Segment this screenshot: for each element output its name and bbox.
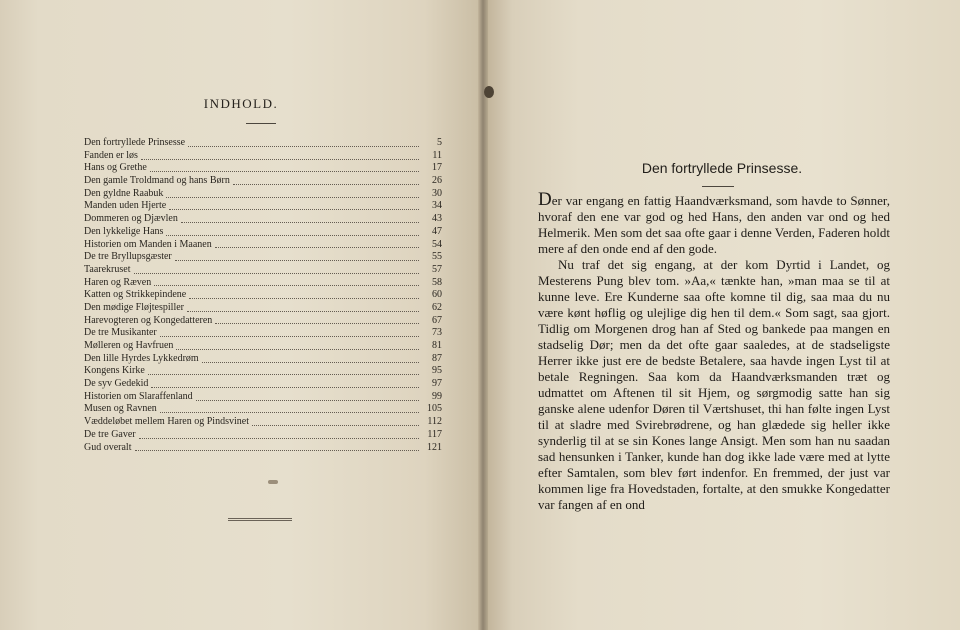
toc-entry-page: 95: [432, 365, 442, 377]
toc-leader-dots: [134, 271, 420, 274]
toc-leader-dots: [215, 321, 419, 324]
toc-leader-dots: [169, 207, 419, 210]
ink-smudge: [268, 480, 278, 484]
toc-entry-title: Katten og Strikkepindene: [84, 289, 187, 301]
toc-entry-page: 81: [432, 340, 442, 351]
story-paragraph: [538, 189, 890, 257]
toc-entry-page: 117: [427, 428, 442, 440]
toc-entry-title: Fanden er løs: [84, 149, 138, 161]
toc-leader-dots: [160, 410, 419, 413]
toc-entry: [84, 315, 442, 328]
toc-leader-dots: [176, 347, 419, 350]
toc-heading-rule: [246, 123, 276, 124]
toc-entry-page: 26: [432, 175, 442, 187]
binding-hole: [484, 86, 494, 98]
drop-cap: D: [538, 189, 552, 210]
toc-entry: [84, 213, 442, 226]
toc-leader-dots: [151, 385, 419, 388]
story-title-rule: [702, 186, 734, 187]
toc-leader-dots: [215, 245, 419, 248]
toc-entry-title: De tre Bryllupsgæster: [84, 251, 172, 263]
toc-entry-page: 43: [432, 213, 442, 225]
toc-leader-dots: [141, 157, 419, 160]
toc-entry-page: 112: [427, 416, 442, 428]
toc-entry: [84, 150, 442, 163]
story-paragraph-text: er var engang en fattig Haandværksmand, som havde to Sønner, hvoraf den ene var god og hed Hans, den anden var ond og hed Helmerik. Men som det saa ofte gaar i denne Verden, Faderen holdt mere af den onde end af den gode.: [538, 193, 890, 256]
toc-entry: [84, 264, 442, 277]
toc-entry-title: De tre Gaver: [84, 428, 136, 440]
toc-leader-dots: [135, 448, 420, 451]
toc-entry-page: 60: [432, 289, 442, 301]
story-paragraph: [538, 257, 890, 513]
toc-leader-dots: [160, 334, 419, 337]
toc-entry-page: 121: [427, 441, 442, 453]
toc-entry-title: Musen og Ravnen: [84, 403, 157, 415]
toc-heading: INDHOLD.: [203, 96, 279, 111]
toc-leader-dots: [252, 423, 419, 426]
toc-entry: [84, 442, 442, 455]
toc-entry-title: De syv Gedekid: [84, 378, 149, 390]
toc-entry: [84, 429, 442, 442]
toc-entry: [84, 137, 442, 150]
story-title: Den fortryllede Prinsesse.: [641, 160, 803, 176]
toc-entry-page: 58: [432, 276, 442, 288]
toc-entry: [84, 289, 442, 302]
toc-entry: [84, 302, 442, 315]
toc-entry: [84, 416, 442, 429]
toc-leader-dots: [154, 283, 419, 286]
toc-entry-title: Den fortryllede Prinsesse: [84, 137, 186, 148]
toc-entry-page: 5: [437, 137, 442, 148]
toc-entry: [84, 175, 442, 188]
toc-leader-dots: [166, 233, 419, 236]
toc-entry: [84, 391, 442, 404]
toc-leader-dots: [139, 436, 419, 439]
toc-entry-title: Harevogteren og Kongedatteren: [84, 314, 213, 326]
toc-leader-dots: [188, 144, 419, 147]
toc-entry-title: Den gyldne Raabuk: [84, 187, 164, 199]
toc-entry-page: 47: [432, 225, 442, 237]
toc-entry: [84, 403, 442, 416]
toc-list: [84, 137, 442, 454]
toc-leader-dots: [150, 169, 419, 172]
story-paragraph-text: Nu traf det sig engang, at der kom Dyrtid i Landet, og Mesterens Pung blev tom. »Aa,« tænkte han, »man maa se til at kunne leve. Ere Kunderne saa ofte komne til dig, saa maa du nu være kønt høflig og ulejlige dig hen til dem.« Som sagt, saa gjort. Tidlig om Morgenen drog han af Sted og bankede paa mangen en stadselig Dør; men da det ofte gaar saaledes, at de stadseligste Herrer ikke just ere de bedste Betalere, saa havde ingen Lyst til at betale Regningen. Saa kom da Haandværksmanden træt og udmattet om Aftenen til sit Hjem, og sørgmodig satte han sig ganske alene udenfor Døren til Værtshuset, thi han følte ingen Lyst til at sladre med Svirebrødrene, og han glædede sig heller ikke synderlig til at se sin Kones lange Ansigt. Men som han nu saadan sad hensunken i Tanker, kunde han dog ikke lade være med at lytte efter Samtalen, som blev ført indenfor. En fremmed, der just var kommen lige fra Hovedstaden, fortalte, at den smukke Kongedatter var fangen af en ond: [538, 257, 890, 512]
toc-entry-page: 34: [432, 200, 442, 212]
toc-entry-title: Manden uden Hjerte: [84, 200, 167, 212]
toc-entry: [84, 239, 442, 252]
toc-entry-page: 30: [432, 187, 442, 199]
toc-entry-page: 73: [432, 327, 442, 339]
toc-entry-title: Den lille Hyrdes Lykkedrøm: [84, 352, 199, 364]
toc-entry: [84, 365, 442, 378]
toc-leader-dots: [148, 372, 419, 375]
toc-entry-title: Den mødige Fløjtespiller: [84, 301, 184, 313]
toc-entry-page: 11: [432, 149, 442, 161]
toc-entry-title: De tre Musikanter: [84, 327, 157, 339]
toc-leader-dots: [233, 182, 419, 185]
story-body: [538, 189, 890, 513]
toc-leader-dots: [166, 195, 419, 198]
toc-entry-title: Mølleren og Havfruen: [84, 340, 174, 351]
toc-entry: [84, 226, 442, 239]
toc-entry-page: 17: [432, 162, 442, 174]
toc-leader-dots: [181, 220, 419, 223]
toc-entry: [84, 353, 442, 366]
toc-leader-dots: [187, 309, 419, 312]
toc-entry-title: Væddeløbet mellem Haren og Pindsvinet: [84, 416, 249, 428]
toc-entry-title: Taarekruset: [84, 263, 131, 275]
toc-entry-page: 55: [432, 251, 442, 263]
toc-entry-page: 99: [432, 390, 442, 402]
toc-entry-title: Hans og Grethe: [84, 162, 147, 174]
toc-leader-dots: [202, 360, 419, 363]
toc-leader-dots: [189, 296, 419, 299]
toc-entry-page: 105: [427, 403, 442, 415]
toc-entry-page: 87: [432, 352, 442, 364]
toc-entry-title: Den lykkelige Hans: [84, 225, 164, 237]
toc-entry: [84, 251, 442, 264]
toc-entry-page: 54: [432, 238, 442, 250]
toc-entry-title: Den gamle Troldmand og hans Børn: [84, 175, 230, 187]
toc-entry: [84, 340, 442, 353]
toc-entry: [84, 277, 442, 290]
toc-end-rule: [228, 518, 292, 521]
toc-leader-dots: [196, 398, 419, 401]
toc-entry-title: Historien om Manden i Maanen: [84, 238, 212, 250]
toc-entry-page: 67: [432, 314, 442, 326]
toc-entry: [84, 162, 442, 175]
toc-entry-page: 62: [432, 301, 442, 313]
toc-entry-title: Haren og Ræven: [84, 276, 152, 288]
toc-entry-title: Historien om Slaraffenland: [84, 390, 193, 402]
bleed-through-shadow: [289, 35, 472, 104]
toc-entry-title: Gud overalt: [84, 441, 132, 453]
toc-entry: [84, 327, 442, 340]
toc-entry-title: Kongens Kirke: [84, 365, 145, 377]
toc-entry: [84, 378, 442, 391]
toc-entry: [84, 188, 442, 201]
toc-leader-dots: [175, 258, 419, 261]
toc-entry-title: Dommeren og Djævlen: [84, 213, 178, 225]
toc-entry: [84, 200, 442, 213]
toc-entry-page: 97: [432, 378, 442, 390]
toc-entry-page: 57: [432, 263, 442, 275]
